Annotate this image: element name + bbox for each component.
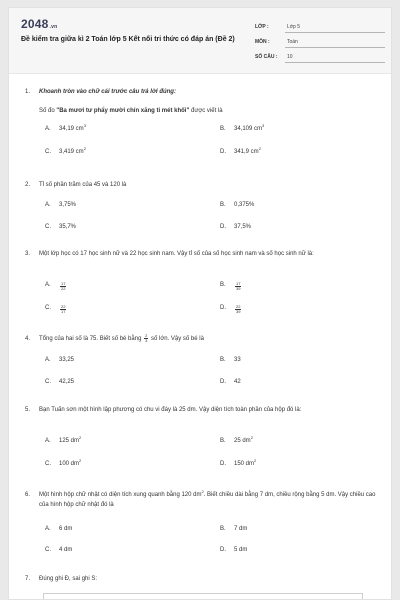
option-sup: 2 <box>250 435 253 440</box>
option-text: 4 dm <box>59 547 73 553</box>
question-stem: Một lớp học có 17 học sinh nữ và 22 học sinh nam. Vậy tỉ số của số học sinh nam và số học sinh nữ là: <box>39 251 314 257</box>
option-text: 34,109 cm <box>234 126 263 132</box>
fraction-denominator: 17 <box>61 309 66 314</box>
option-text: 6 dm <box>59 526 73 532</box>
question-number: 1. <box>25 89 31 95</box>
option-letter: B. <box>220 126 226 132</box>
question-3 <box>25 249 385 259</box>
option-fraction <box>235 282 241 291</box>
option-a[interactable] <box>45 202 76 208</box>
option-a[interactable] <box>45 123 86 132</box>
question-stem <box>39 490 385 510</box>
exam-meta <box>255 18 385 63</box>
logo-text: 2048 <box>21 17 49 31</box>
option-text: 25 dm <box>234 438 251 444</box>
question-stem: Tỉ số phần trăm của 45 và 120 là <box>39 182 127 188</box>
stem-fraction <box>144 334 148 343</box>
question-number: 7. <box>25 576 31 582</box>
option-b[interactable] <box>220 435 253 444</box>
stem-suffix: được viết là <box>189 108 223 114</box>
question-1 <box>25 87 385 116</box>
option-c[interactable] <box>45 305 67 314</box>
option-text: 42,25 <box>59 379 75 385</box>
option-sup: 2 <box>258 146 261 151</box>
question-4 <box>25 334 385 344</box>
option-letter: D. <box>220 461 226 467</box>
option-sup: 3 <box>83 123 86 128</box>
option-sup: 2 <box>83 146 86 151</box>
option-text: 150 dm <box>234 461 255 467</box>
option-sup: 2 <box>79 458 82 463</box>
option-b[interactable] <box>220 282 242 291</box>
fraction-denominator: 3 <box>145 338 148 343</box>
option-c[interactable] <box>45 146 86 155</box>
option-letter: D. <box>220 379 226 385</box>
option-letter: B. <box>220 202 226 208</box>
logo-suffix: .vn <box>49 24 58 30</box>
option-a[interactable] <box>45 282 67 291</box>
option-d[interactable] <box>220 458 257 467</box>
stem-bold: "Ba mươi tư phẩy mười chín xăng ti mét khối" <box>56 108 190 114</box>
option-text: 100 dm <box>59 461 80 467</box>
option-letter: B. <box>220 357 226 363</box>
option-letter: D. <box>220 305 226 311</box>
subject-value: Toán <box>285 39 385 48</box>
option-letter: C. <box>45 224 51 230</box>
option-letter: C. <box>45 461 51 467</box>
meta-row-count <box>255 48 385 63</box>
option-text: 3,419 cm <box>59 149 84 155</box>
option-d[interactable] <box>220 547 247 553</box>
question-5 <box>25 405 385 415</box>
question-number: 4. <box>25 336 31 342</box>
option-text: 341,9 cm <box>234 149 259 155</box>
option-d[interactable] <box>220 305 242 314</box>
option-text: 33 <box>234 357 241 363</box>
stem-prefix: Số đo <box>39 108 57 114</box>
option-fraction <box>60 305 66 314</box>
exam-title: Đề kiểm tra giữa kì 2 Toán lớp 5 Kết nối tri thức có đáp án (Đề 2) <box>21 36 235 43</box>
stem-suffix: số lớn. Vậy số bé là <box>149 336 204 343</box>
fraction-denominator: 39 <box>236 309 241 314</box>
question-count-value: 10 <box>285 54 385 63</box>
option-text: 35,7% <box>59 224 77 230</box>
stem-suffix: . Biết chiều dài bằng 7 dm, chiều rộng bằng 5 dm. Vậy chiều cao của hình hộp chữ nhật đó là <box>39 492 376 508</box>
option-letter: B. <box>220 438 226 444</box>
question-stem: Bạn Tuấn sơn một hình lập phương có chu vi đáy là 25 dm. Vậy diện tích toàn phần của hộp đó là: <box>39 407 302 413</box>
stem-sup: 2 <box>201 489 204 494</box>
option-letter: A. <box>45 282 51 288</box>
subject-label: MÔN : <box>255 39 270 45</box>
stem-prefix: Tổng của hai số là 75. Biết số bé bằng <box>39 336 144 343</box>
question-7 <box>25 574 385 584</box>
option-b[interactable] <box>220 123 265 132</box>
option-text: 37,5% <box>234 224 252 230</box>
stem-prefix: Một hình hộp chữ nhật có diện tích xung quanh bằng 120 dm <box>39 492 202 498</box>
option-a[interactable] <box>45 435 82 444</box>
option-a[interactable] <box>45 526 72 532</box>
question-stem <box>25 106 385 116</box>
option-b[interactable] <box>220 202 254 208</box>
option-fraction <box>235 305 241 314</box>
option-letter: D. <box>220 224 226 230</box>
option-d[interactable] <box>220 224 251 230</box>
option-letter: D. <box>220 149 226 155</box>
meta-row-class <box>255 18 385 33</box>
option-text: 5 dm <box>234 547 248 553</box>
option-letter: A. <box>45 126 51 132</box>
option-letter: B. <box>220 526 226 532</box>
option-letter: C. <box>45 149 51 155</box>
question-number: 6. <box>25 492 31 498</box>
option-text: 33,25 <box>59 357 75 363</box>
question-number: 3. <box>25 251 31 257</box>
option-text: 0,375% <box>234 202 255 208</box>
question-instruction: Khoanh tròn vào chữ cái trước câu trả lời đúng: <box>39 89 176 95</box>
meta-row-subject <box>255 33 385 48</box>
option-letter: C. <box>45 547 51 553</box>
option-letter: A. <box>45 526 51 532</box>
option-text: 125 dm <box>59 438 80 444</box>
fraction-denominator: 22 <box>61 286 66 291</box>
class-value: Lớp 5 <box>285 24 385 33</box>
option-b[interactable] <box>220 526 247 532</box>
class-label: LỚP : <box>255 24 269 30</box>
question-6 <box>25 490 385 510</box>
fraction-numerator: 17 <box>236 281 241 286</box>
option-letter: B. <box>220 282 226 288</box>
site-logo[interactable] <box>21 17 57 31</box>
option-text: 3,75% <box>59 202 77 208</box>
option-d[interactable] <box>220 146 261 155</box>
fraction-numerator: 22 <box>61 304 66 309</box>
option-c[interactable] <box>45 547 72 553</box>
option-text: 34,19 cm <box>59 126 84 132</box>
option-letter: A. <box>45 357 51 363</box>
question-2 <box>25 180 385 190</box>
option-sup: 2 <box>79 435 82 440</box>
exam-header <box>9 8 391 74</box>
fraction-numerator: 22 <box>236 304 241 309</box>
option-sup: 2 <box>254 458 257 463</box>
fraction-denominator: 39 <box>236 286 241 291</box>
option-a[interactable] <box>45 357 74 363</box>
option-b[interactable] <box>220 357 241 363</box>
option-sup: 3 <box>262 123 265 128</box>
fraction-numerator: 2 <box>145 333 148 338</box>
question-number: 5. <box>25 407 31 413</box>
question-number: 2. <box>25 182 31 188</box>
option-letter: C. <box>45 305 51 311</box>
option-text: 7 dm <box>234 526 248 532</box>
option-c[interactable] <box>45 379 74 385</box>
question-stem: Đúng ghi Đ, sai ghi S: <box>39 576 98 582</box>
exam-sheet <box>8 7 392 600</box>
question-count-label: SỐ CÂU : <box>255 54 278 60</box>
option-letter: C. <box>45 379 51 385</box>
option-c[interactable] <box>45 224 76 230</box>
question-stem <box>39 334 385 344</box>
option-c[interactable] <box>45 458 82 467</box>
option-d[interactable] <box>220 379 241 385</box>
fraction-numerator: 17 <box>61 281 66 286</box>
option-letter: A. <box>45 202 51 208</box>
option-fraction <box>60 282 66 291</box>
option-letter: A. <box>45 438 51 444</box>
option-letter: D. <box>220 547 226 553</box>
true-false-table[interactable] <box>43 593 363 600</box>
option-text: 42 <box>234 379 241 385</box>
